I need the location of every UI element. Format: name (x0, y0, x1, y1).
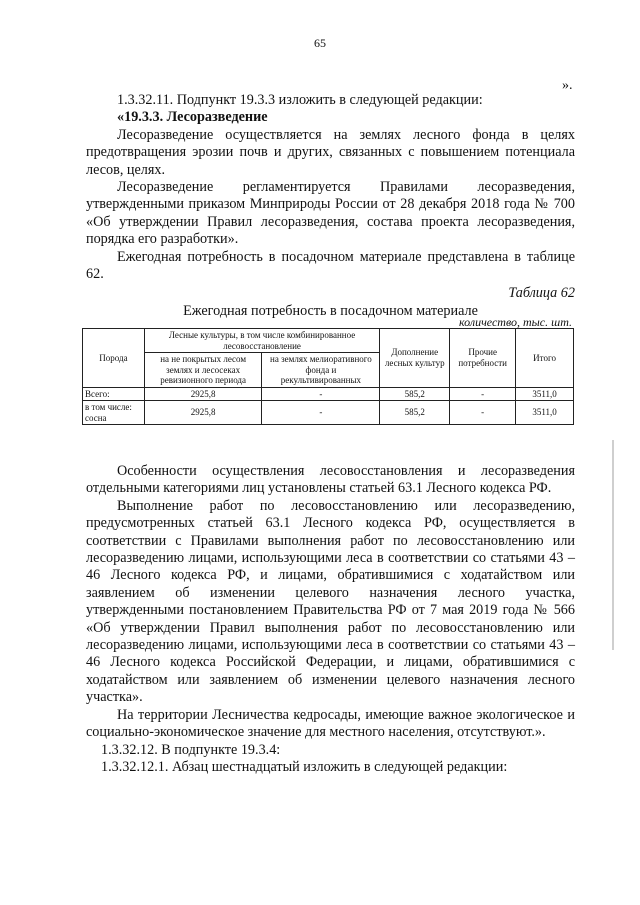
header-supplement: Дополнение лесных культур (380, 329, 450, 388)
upper-text-block (86, 92, 575, 320)
cell-value: - (262, 387, 380, 401)
cell-value: - (262, 401, 380, 425)
cell-value: 585,2 (380, 387, 450, 401)
paragraph-annual-demand: Ежегодная потребность в посадочном материале представлена в таблице 62. (86, 248, 575, 283)
cell-value: - (450, 387, 516, 401)
cell-breed: в том числе: сосна (83, 401, 145, 425)
paragraph-afforestation-purpose: Лесоразведение осуществляется на землях лесного фонда в целях предотвращения эрозии почв и других, связанных с повышением потенциала лесов, целях. (86, 126, 575, 178)
paragraph-cedar-gardens: На территории Лесничества кедросады, имеющие важное экологическое и социально-экономическое значение для местного населения, отсутствуют.». (86, 706, 575, 741)
cell-value: - (450, 401, 516, 425)
clause-1-3-32-12-1: 1.3.32.12.1. Абзац шестнадцатый изложить в следующей редакции: (101, 758, 508, 775)
clause-1-3-32-12: 1.3.32.12. В подпункте 19.3.4: (101, 741, 281, 758)
planting-material-table (82, 328, 574, 425)
cell-value: 3511,0 (516, 387, 574, 401)
table-units: количество, тыс. шт. (458, 315, 572, 329)
cell-value: 585,2 (380, 401, 450, 425)
cell-breed: Всего: (83, 387, 145, 401)
table-header-row (83, 329, 574, 353)
table-caption: Таблица 62 (508, 285, 575, 302)
paragraph-works-execution: Выполнение работ по лесовосстановлению или лесоразведению, предусмотренных статьей 63.1 Лесного кодекса РФ, осуществляется в соответствии с Правилами выполнения работ по лесовосстановлению или лесоразведению лицами, использующими леса в соответствии со статьями 43 – 46 Лесного кодекса РФ, и лицами, обратившимися с ходатайством или заявлением об изменении целевого назначения лесного участка, утвержденными постановлением Правительства РФ от 7 мая 2019 года № 566 «Об утверждении Правил выполнения работ по лесовосстановлению или лесоразведению лицами, использующими леса в соответствии со статьями 43 – 46 Лесного кодекса Российской Федерации, и лицами, обратившимися с ходатайством или заявлением об изменении целевого назначения лесного участка». (86, 497, 575, 706)
subheader-reclamation-lands: на землях мелиоративного фонда и рекультивированных (262, 353, 380, 388)
cell-value: 2925,8 (144, 387, 262, 401)
cell-value: 3511,0 (516, 401, 574, 425)
header-breed: Порода (83, 329, 145, 388)
scan-fold-shadow (612, 440, 614, 650)
cell-value: 2925,8 (144, 401, 262, 425)
subheader-unforested-lands: на не покрытых лесом землях и лесосеках ревизионного периода (144, 353, 262, 388)
header-other-needs: Прочие потребности (450, 329, 516, 388)
clause-1-3-32-11: 1.3.32.11. Подпункт 19.3.3 изложить в следующей редакции: (117, 92, 483, 108)
header-total: Итого (516, 329, 574, 388)
paragraph-article-63-1: Особенности осуществления лесовосстановления и лесоразведения отдельными категориями лиц установлены статьей 63.1 Лесного кодекса РФ. (86, 463, 575, 497)
closing-quote: ». (562, 78, 573, 93)
paragraph-afforestation-rules: Лесоразведение регламентируется Правилами лесоразведения, утвержденными приказом Минприроды России от 28 декабря 2018 года № 700 «Об утверждении Правил лесоразведения, состава проекта лесоразведения, порядка его разработки». (86, 179, 575, 248)
header-forest-cultures: Лесные культуры, в том числе комбинированное лесовосстановление (144, 329, 379, 353)
table-row (83, 387, 574, 401)
table-title: Ежегодная потребность в посадочном материале (183, 302, 478, 319)
section-heading: «19.3.3. Лесоразведение (117, 109, 268, 126)
lower-text-block (86, 463, 575, 776)
page-number: 65 (314, 36, 326, 50)
table-row (83, 401, 574, 425)
